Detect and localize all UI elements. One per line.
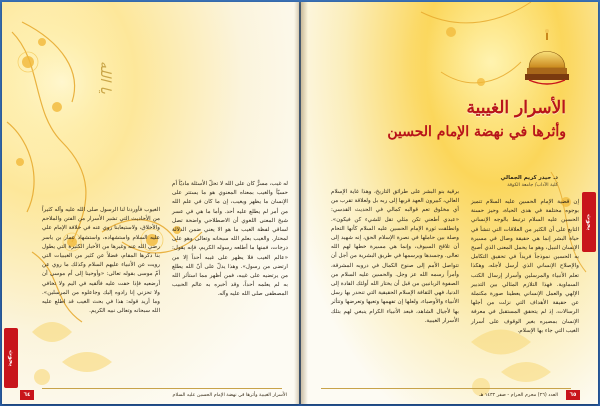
left-page-column-right: له غيب، مسرٌّ كان على الله لا تحلّ الأسئلة ماديّاً أم حسيّاً والغيب بمعناه المعنوي هو ما يستتر على الإنسان ما يظهر ويغيب، إن ما كان في علم الله من أمر لم يطلع عليه أحد. وأما ما هي في عسر شيخ المعنى اللغوي أن الاصطلاحي واضحة تصل لساقي لفظة الغيب ما هو الا يعني ضمن الدلالة لمحتار. والغيب بعلم الله سبحانه وتعالى وهو على درجات، فمنها ما أطلعه رسوله الكريم، فإنه يقول: «عالم الغيب فلا يظهر على غيبه أحداً إلا من ارتضى من رسول». وهذا يدلّ على أنّ الله يطلع من يرتضيه على غيبه، فمن أظهر مما استأثر الله به لم يعلمه أحداً، وقد أخبره به عالم الحبيب المصطفى صلى الله عليه وآله. <box>172 181 288 298</box>
left-page <box>2 2 299 404</box>
section-tab-label: بحوث <box>585 213 593 231</box>
calligraphy-text: يا الله <box>97 60 113 94</box>
section-tab-left <box>4 328 18 388</box>
author-name: د. حيدر كريم الجمالي <box>500 175 558 181</box>
footer-rule-right <box>321 388 571 389</box>
right-page <box>301 2 598 404</box>
book-spine <box>294 2 308 404</box>
article-subtitle: وأثرها في نهضة الإمام الحسين <box>387 124 566 140</box>
right-page-column-right: إن قضية الإمام الحسين عليه السلام تتميز بوجوه مختلفة في هدى الحياة، وحيز حسنة الحسين عليه السلام ترتبط بالوجه الإنساني التابع على أن الكثير من العلاقات التي تنشأ في حياة البشر إنما هي حقيقة وصال في مسيرة الإنسان النبيل، وهو ما يحمل المعنى الذي أصبح به الحسين نموذجاً فريداً في تحقيق التكامل والإصلاح الإنساني الذي أرسل لأجله، وهكذا تعلم الأنبياء والمرسلين وأسرار إرسال الكتب السماوية. فهذا التلازم المثالي بين التدبير الإلهي والعمل الإنساني يعطينا صورة مكتملة عن حقيقة الأهداف التي نزلت من أجلها الرسالات، إذ لم يتحقق المستقبل في معرفة الإنسان بمصيره بغير الوقوف على أسرار الغيب التي جاء بها الإسلام. <box>471 199 579 334</box>
footer-rule-left <box>42 388 282 389</box>
section-tab-label: بحوث <box>7 349 15 367</box>
article-title: الأسرار الغيبية <box>466 98 566 118</box>
magazine-spread <box>2 2 598 404</box>
page-number-left: ٦٤ <box>20 390 34 400</box>
right-page-column-left: برقية بنو البشر على طرائق التاريخ، وهذا غاية الإسلام العالي، كبيرون العهد قربها إلى ربه بل ولعلاقة تقرب من أي مخلوق تعم قوالبه كمالي في الحديث القدسي: «عبدي أطعني تكن مثلي تقل للشيء كن فيكون». وانطلقت ثورة الإمام الحسين عليه السلام كأنها التحام وصلة بين حاملها في نصرة الإسلام الحق، إنه شهيد إلى أن تلاقح السيوف، وإنما هي مسيرة خطها لهم الله تعالى. وجسدها ويرسمها في طريق البشرية من أجل أن تتواصل الأمم إلى صنوح الكمال في دروبه المشرقة، وأمراً رسمه الله عز وجل. والحسين عليه السلام من الصفوة الربانيين من قبل أن يختار الله أولئك القادة إلى الدنيا، فهي الثقافة الإسلام الحقيقية التي تنحدر بها رسل الأنبياء والأوصياء، ولعلها إن تفهمها وتعيها وتعرضها وتتأثر بها لأجيال الشاهد، فبعد الأنبياء الكرام ينبغي لهم بتلك الأسرار الغيبية. <box>331 189 459 324</box>
footer-right: العدد (٢٦) محرم الحرام - صفر ١٤٣٢ هـ <box>479 393 558 398</box>
page-number-right: ٦٥ <box>566 390 580 400</box>
left-page-column-left: الغيوب فأوردنا لنا الرسول صلى الله عليه وآله كثيراً من الأحاديث التي تشير الأسرار من الفتن والملاحم والأخلاق، ولاستيعابنا روي عنه في خلافة الإمام علي عليه السلام واستشهاده، واستشهاد عمار بن ياسر رضي الله عنه وغيرها من الأخبار الكثيرة التي يطول بنا ذكرها المقام، فضلاً عن كثير من الغيبيات التي رويت عن الأنبياء عليهم السلام وكذلك ما روي عن أمّ موسى بقوله تعالى: «وأوحينا إلى أم موسى أن أرضعيه فإذا خفت عليه فألقيه في اليم ولا تخافي ولا تحزني إنا رادوه إليك وجاعلوه من المرسلين». وما أريد قوله: هذا في بحث الغيب قد اطلع عليه الله سبحانه وتعالى نبيه الكريم. <box>42 207 160 315</box>
shrine-dome-icon <box>519 28 579 88</box>
section-tab-right <box>582 192 596 252</box>
author-affiliation: كلية الآداب/ جامعة الكوفة <box>507 183 558 188</box>
calligraphy-emblem <box>90 32 120 122</box>
footer-left: الأسرار الغيبية وأثرها في نهضة الإمام الحسين عليه السلام <box>172 393 287 398</box>
